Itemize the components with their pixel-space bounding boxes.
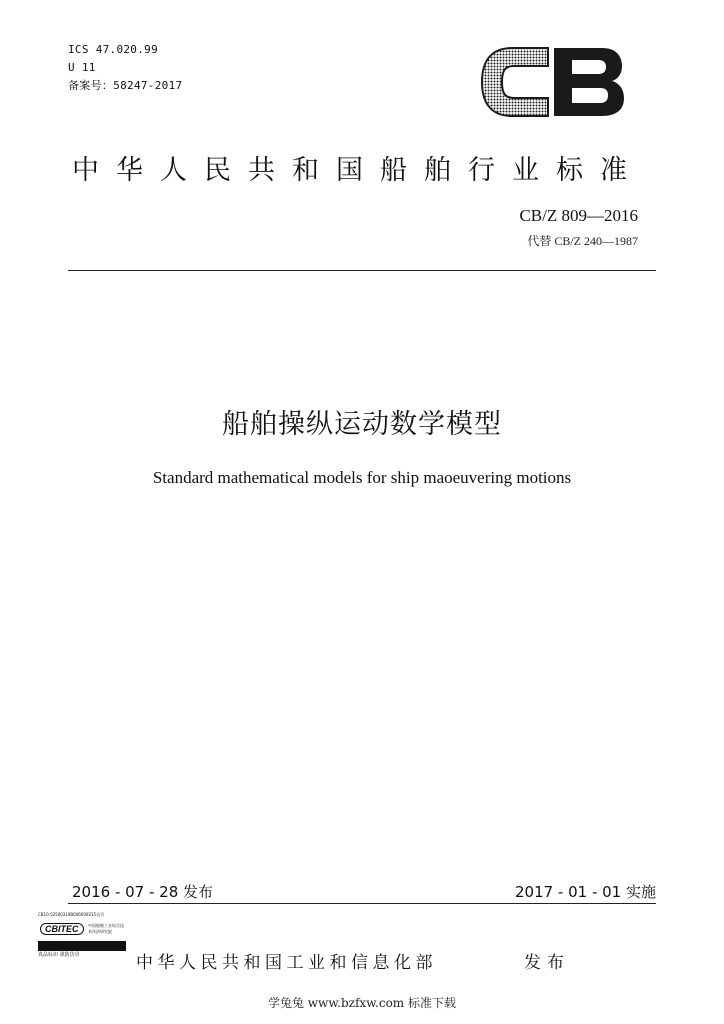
issue-date: 2016 - 07 - 28 发布 bbox=[72, 883, 214, 901]
ics-code: ICS 47.020.99 bbox=[68, 43, 158, 56]
effective-date: 2017 - 01 - 01 实施 bbox=[514, 883, 656, 901]
footer-divider bbox=[68, 903, 656, 904]
cb-logo bbox=[478, 44, 626, 120]
stamp-organization: 中国船舶工业综合技术经济研究院 bbox=[88, 923, 124, 934]
authenticity-stamp bbox=[38, 912, 126, 964]
replaces-standard: 代替 CB/Z 240—1987 bbox=[527, 234, 638, 248]
stamp-serial: CB10-52500319B006000215首页 bbox=[38, 912, 105, 917]
publish-label: 发布 bbox=[524, 953, 570, 973]
stamp-brand-logo: CBITEC bbox=[40, 923, 84, 935]
stamp-black-bar bbox=[38, 941, 126, 951]
header-divider bbox=[68, 270, 656, 271]
issuing-authority: 中华人民共和国工业和信息化部 bbox=[136, 953, 437, 973]
stamp-caption: 真品标识 谨防仿冒 bbox=[38, 952, 80, 958]
standard-category-title: 中华人民共和国船舶行业标准 bbox=[72, 155, 644, 186]
record-number: 备案号：58247-2017 bbox=[68, 79, 183, 92]
document-title-cn: 船舶操纵运动数学模型 bbox=[222, 409, 502, 440]
standard-code: CB/Z 809—2016 bbox=[519, 206, 638, 225]
document-title-en: Standard mathematical models for ship maoeuvering motions bbox=[152, 468, 572, 487]
footer-watermark: 学兔兔 www.bzfxw.com 标准下载 bbox=[267, 996, 457, 1010]
classification-code: U 11 bbox=[68, 61, 96, 74]
